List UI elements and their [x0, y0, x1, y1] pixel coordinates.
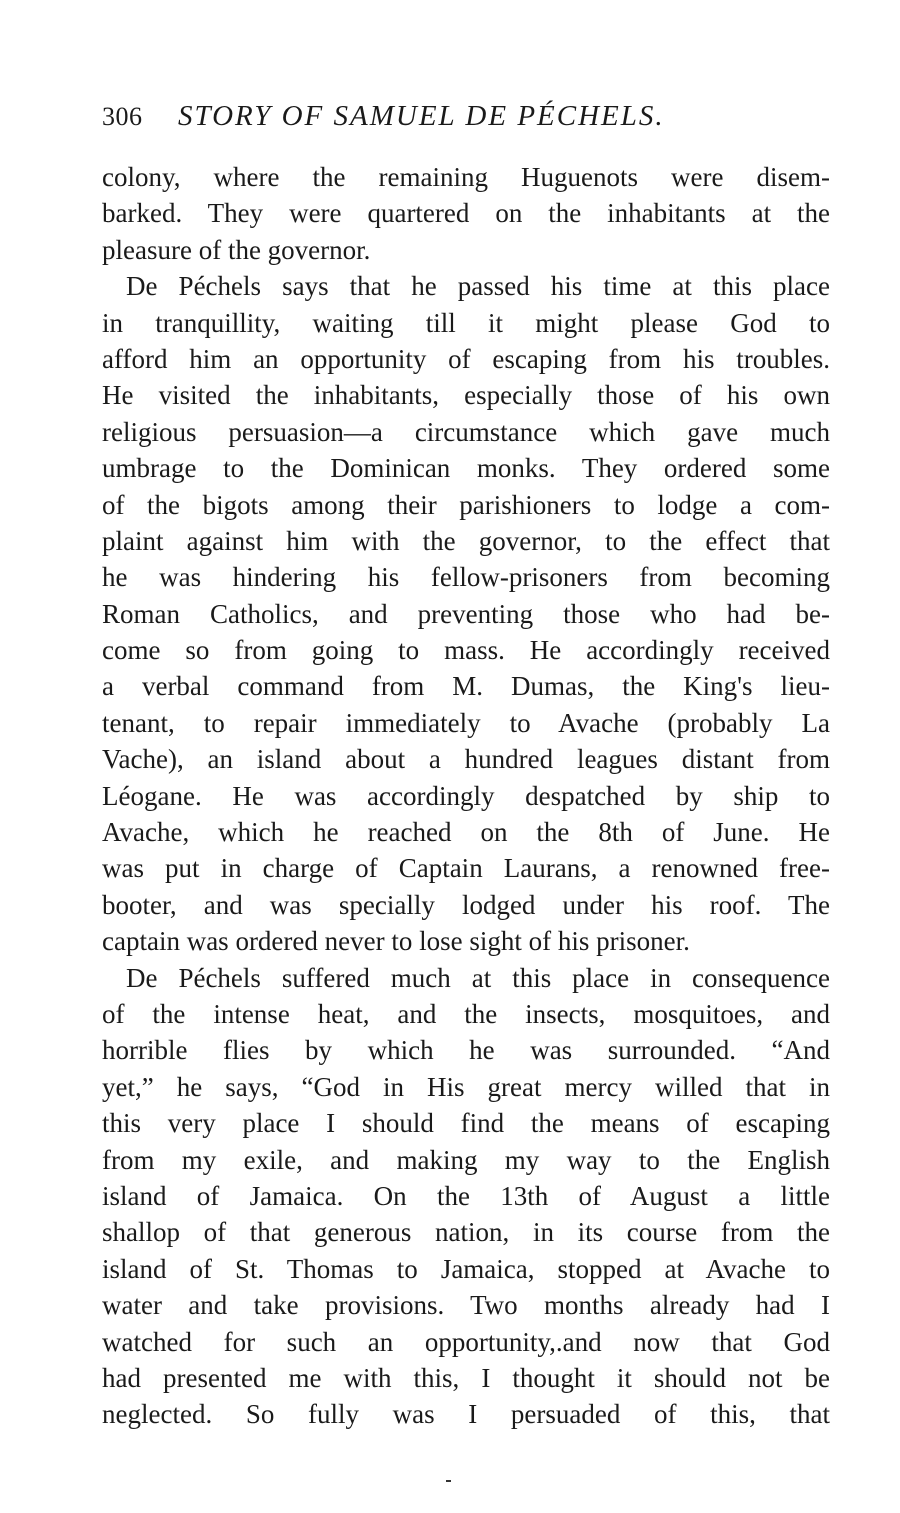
text-line: watched for such an opportunity,.and now that God [102, 1326, 830, 1357]
text-line: De Péchels suffered much at this place in consequence [126, 962, 830, 993]
text-line: pleasure of the governor. [102, 234, 371, 265]
text-line: this very place I should find the means of escaping [102, 1108, 830, 1139]
text-line: tenant, to repair immediately to Avache (probably La [102, 707, 830, 738]
text-line: booter, and was specially lodged under his roof. The [102, 889, 830, 920]
text-line: shallop of that generous nation, in its course from the [102, 1217, 830, 1248]
text-line: island of Jamaica. On the 13th of August a little [102, 1180, 830, 1211]
text-line: island of St. Thomas to Jamaica, stopped at Avache to [102, 1253, 830, 1284]
text-line: Roman Catholics, and preventing those who had be- [102, 598, 830, 629]
text-line: was put in charge of Captain Laurans, a renowned free- [102, 853, 830, 884]
text-line: De Péchels says that he passed his time at this place [126, 271, 830, 302]
page-header [102, 100, 830, 144]
text-line: He visited the inhabitants, especially those of his own [102, 380, 830, 411]
text-line: horrible flies by which he was surrounded. “And [102, 1035, 830, 1066]
text-line: water and take provisions. Two months already had I [102, 1290, 830, 1321]
text-line: yet,” he says, “God in His great mercy willed that in [102, 1071, 830, 1102]
text-line: plaint against him with the governor, to the effect that [102, 525, 830, 556]
text-line: a verbal command from M. Dumas, the King's lieu- [102, 671, 830, 702]
running-head: STORY OF SAMUEL DE PÉCHELS. [178, 100, 665, 132]
page-dot-mark [446, 1480, 451, 1482]
text-line: umbrage to the Dominican monks. They ordered some [102, 453, 830, 484]
text-line: he was hindering his fellow-prisoners from becoming [102, 562, 830, 593]
text-line: colony, where the remaining Huguenots were disem- [102, 162, 830, 192]
text-line: afford him an opportunity of escaping from his troubles. [102, 343, 830, 374]
text-line: come so from going to mass. He accordingly received [102, 635, 830, 666]
text-line: captain was ordered never to lose sight of his prisoner. [102, 926, 690, 957]
text-line: Avache, which he reached on the 8th of June. He [102, 817, 830, 848]
text-line: religious persuasion—a circumstance which gave much [102, 416, 830, 447]
text-line: from my exile, and making my way to the English [102, 1144, 830, 1175]
text-line: Léogane. He was accordingly despatched by ship to [102, 780, 830, 811]
text-line: of the bigots among their parishioners to lodge a com- [102, 489, 830, 520]
text-line: of the intense heat, and the insects, mosquitoes, and [102, 998, 830, 1029]
text-line: in tranquillity, waiting till it might please God to [102, 307, 830, 338]
text-line: neglected. So fully was I persuaded of this, that [102, 1399, 830, 1430]
text-line: barked. They were quartered on the inhabitants at the [102, 198, 830, 229]
text-line: Vache), an island about a hundred leagues distant from [102, 744, 830, 775]
text-line: had presented me with this, I thought it should not be [102, 1362, 830, 1393]
page-number: 306 [102, 102, 143, 131]
body-text [102, 159, 830, 1433]
